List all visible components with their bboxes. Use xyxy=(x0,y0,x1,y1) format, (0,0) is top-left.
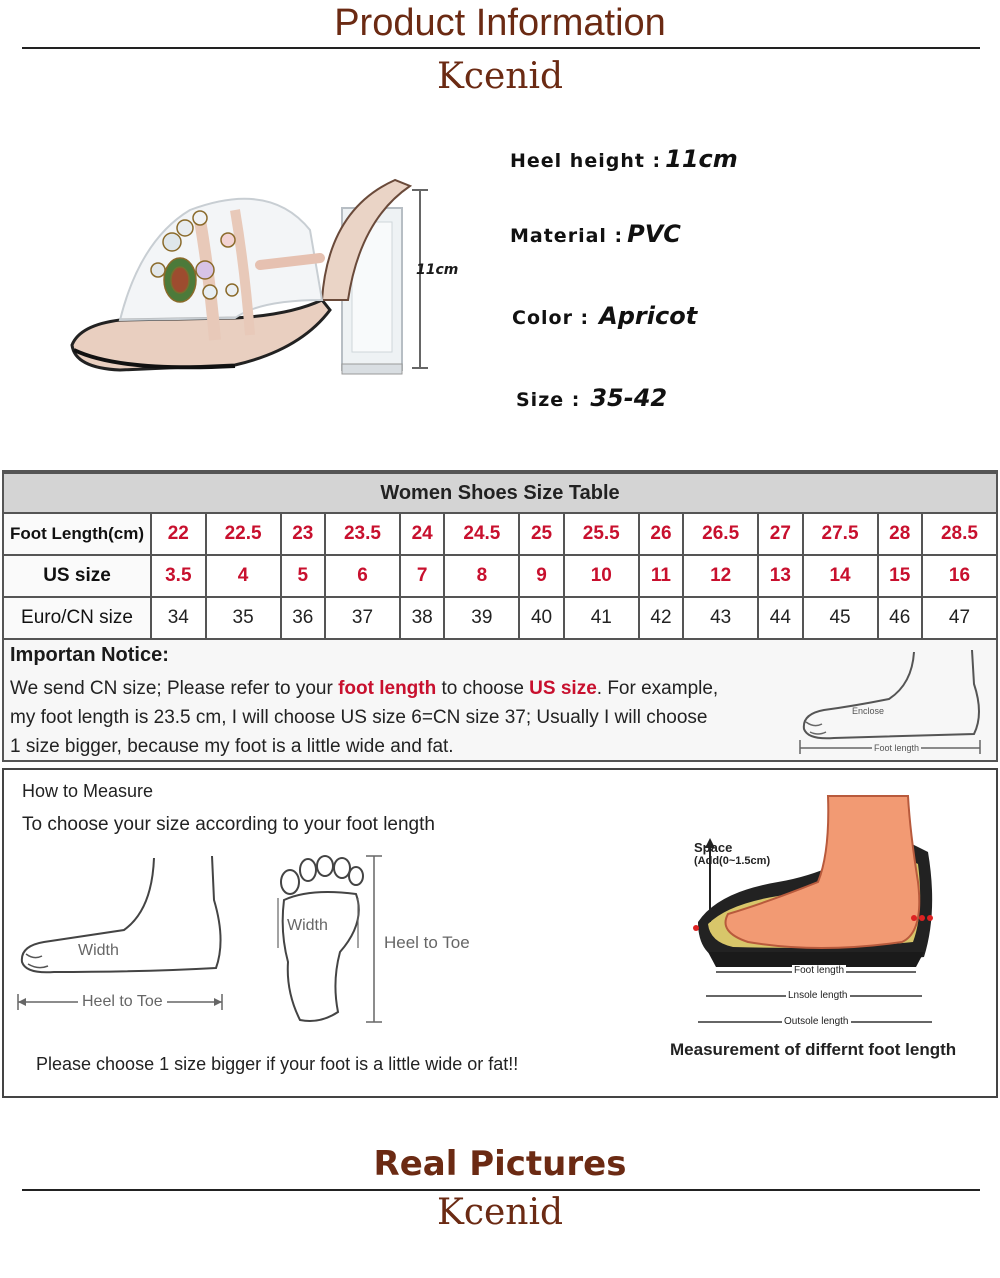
notice-text xyxy=(10,674,800,761)
table-cell: 44 xyxy=(758,597,802,639)
real-pictures-divider xyxy=(22,1189,980,1191)
width-label-side: Width xyxy=(78,942,119,959)
table-cell: 25.5 xyxy=(564,513,639,555)
row-label-foot-length: Foot Length(cm) xyxy=(3,513,151,555)
spec-value: Apricot xyxy=(599,302,698,330)
table-cell: 3.5 xyxy=(151,555,206,597)
table-cell: 12 xyxy=(683,555,758,597)
table-row xyxy=(3,555,997,597)
size-table-title: Women Shoes Size Table xyxy=(3,473,997,513)
table-cell: 35 xyxy=(206,597,281,639)
heel-to-toe-label-footprint: Heel to Toe xyxy=(384,933,470,952)
table-cell: 27 xyxy=(758,513,802,555)
spec-value: 11cm xyxy=(665,145,738,173)
notice-highlight-us-size: US size xyxy=(529,678,597,699)
table-cell: 7 xyxy=(400,555,444,597)
table-cell: 42 xyxy=(639,597,683,639)
width-label-footprint: Width xyxy=(287,917,328,934)
table-cell: 13 xyxy=(758,555,802,597)
table-cell: 9 xyxy=(519,555,563,597)
table-cell: 25 xyxy=(519,513,563,555)
important-notice xyxy=(4,638,996,760)
table-cell: 43 xyxy=(683,597,758,639)
table-cell: 8 xyxy=(444,555,519,597)
table-cell: 24.5 xyxy=(444,513,519,555)
spec-label: Color : xyxy=(512,307,590,329)
space-add-label: (Add(0~1.5cm) xyxy=(694,855,771,867)
notice-text-segment: We send CN size; Please refer to your xyxy=(10,678,339,699)
table-cell: 4 xyxy=(206,555,281,597)
spec-value: PVC xyxy=(627,220,681,248)
notice-text-segment: . For example, xyxy=(596,678,719,699)
real-pictures-title: Real Pictures xyxy=(373,1144,627,1184)
insole-length-label: Lnsole length xyxy=(788,990,848,1001)
table-cell: 10 xyxy=(564,555,639,597)
table-cell: 39 xyxy=(444,597,519,639)
table-cell: 47 xyxy=(922,597,997,639)
table-cell: 23 xyxy=(281,513,325,555)
table-cell: 14 xyxy=(803,555,878,597)
real-pictures-brand: Kcenid xyxy=(436,1192,564,1233)
row-label-euro-cn-size: Euro/CN size xyxy=(3,597,151,639)
outsole-length-label: Outsole length xyxy=(784,1016,849,1027)
diagram-enclose-label: Enclose xyxy=(852,706,885,716)
table-cell: 34 xyxy=(151,597,206,639)
spec-material xyxy=(510,220,681,248)
table-cell: 46 xyxy=(878,597,922,639)
table-row xyxy=(3,597,997,639)
table-cell: 26.5 xyxy=(683,513,758,555)
measure-title: How to Measure xyxy=(22,781,154,801)
spec-size xyxy=(516,384,667,412)
table-cell: 26 xyxy=(639,513,683,555)
spec-label: Size : xyxy=(516,389,581,411)
table-cell: 16 xyxy=(922,555,997,597)
notice-line-1 xyxy=(10,674,800,703)
notice-highlight-foot-length: foot length xyxy=(338,678,437,699)
spec-value: 35-42 xyxy=(590,384,668,412)
table-cell: 28.5 xyxy=(922,513,997,555)
row-label-us-size: US size xyxy=(3,555,151,597)
table-cell: 5 xyxy=(281,555,325,597)
table-cell: 40 xyxy=(519,597,563,639)
spec-heel-height xyxy=(510,145,738,173)
table-cell: 28 xyxy=(878,513,922,555)
notice-title: Importan Notice: xyxy=(10,644,169,666)
foot-length-label: Foot length xyxy=(794,965,845,976)
size-table xyxy=(2,472,998,640)
brand-name: Kcenid xyxy=(436,56,564,97)
table-cell: 38 xyxy=(400,597,444,639)
table-cell: 41 xyxy=(564,597,639,639)
table-cell: 11 xyxy=(639,555,683,597)
table-cell: 22.5 xyxy=(206,513,281,555)
table-cell: 6 xyxy=(325,555,400,597)
table-cell: 22 xyxy=(151,513,206,555)
space-label: Space xyxy=(694,840,733,855)
heel-to-toe-label-side: Heel to Toe xyxy=(78,993,167,1011)
header-divider xyxy=(22,47,980,49)
notice-foot-diagram xyxy=(794,644,990,758)
spec-color xyxy=(512,302,697,330)
table-cell: 23.5 xyxy=(325,513,400,555)
diagram-foot-length-label: Foot length xyxy=(874,743,920,753)
table-cell: 36 xyxy=(281,597,325,639)
notice-text-segment: to choose xyxy=(436,678,530,699)
notice-line-2: my foot length is 23.5 cm, I will choose US size 6=CN size 37; Usually I will choose xyxy=(10,707,708,728)
spec-label: Material : xyxy=(510,225,624,247)
notice-line-3: 1 size bigger, because my foot is a little wide and fat. xyxy=(10,736,454,757)
measure-subtitle: To choose your size according to your foot length xyxy=(22,814,435,835)
table-cell: 37 xyxy=(325,597,400,639)
table-cell: 24 xyxy=(400,513,444,555)
shoe-dimension-label: 11cm xyxy=(416,262,459,278)
table-cell: 27.5 xyxy=(803,513,878,555)
measurement-caption: Measurement of differnt foot length xyxy=(670,1040,957,1059)
product-info-title: Product Information xyxy=(334,2,666,44)
measure-footer-note: Please choose 1 size bigger if your foot is a little wide or fat!! xyxy=(36,1054,519,1074)
table-cell: 15 xyxy=(878,555,922,597)
table-cell: 45 xyxy=(803,597,878,639)
table-row xyxy=(3,513,997,555)
spec-label: Heel height : xyxy=(510,150,662,172)
